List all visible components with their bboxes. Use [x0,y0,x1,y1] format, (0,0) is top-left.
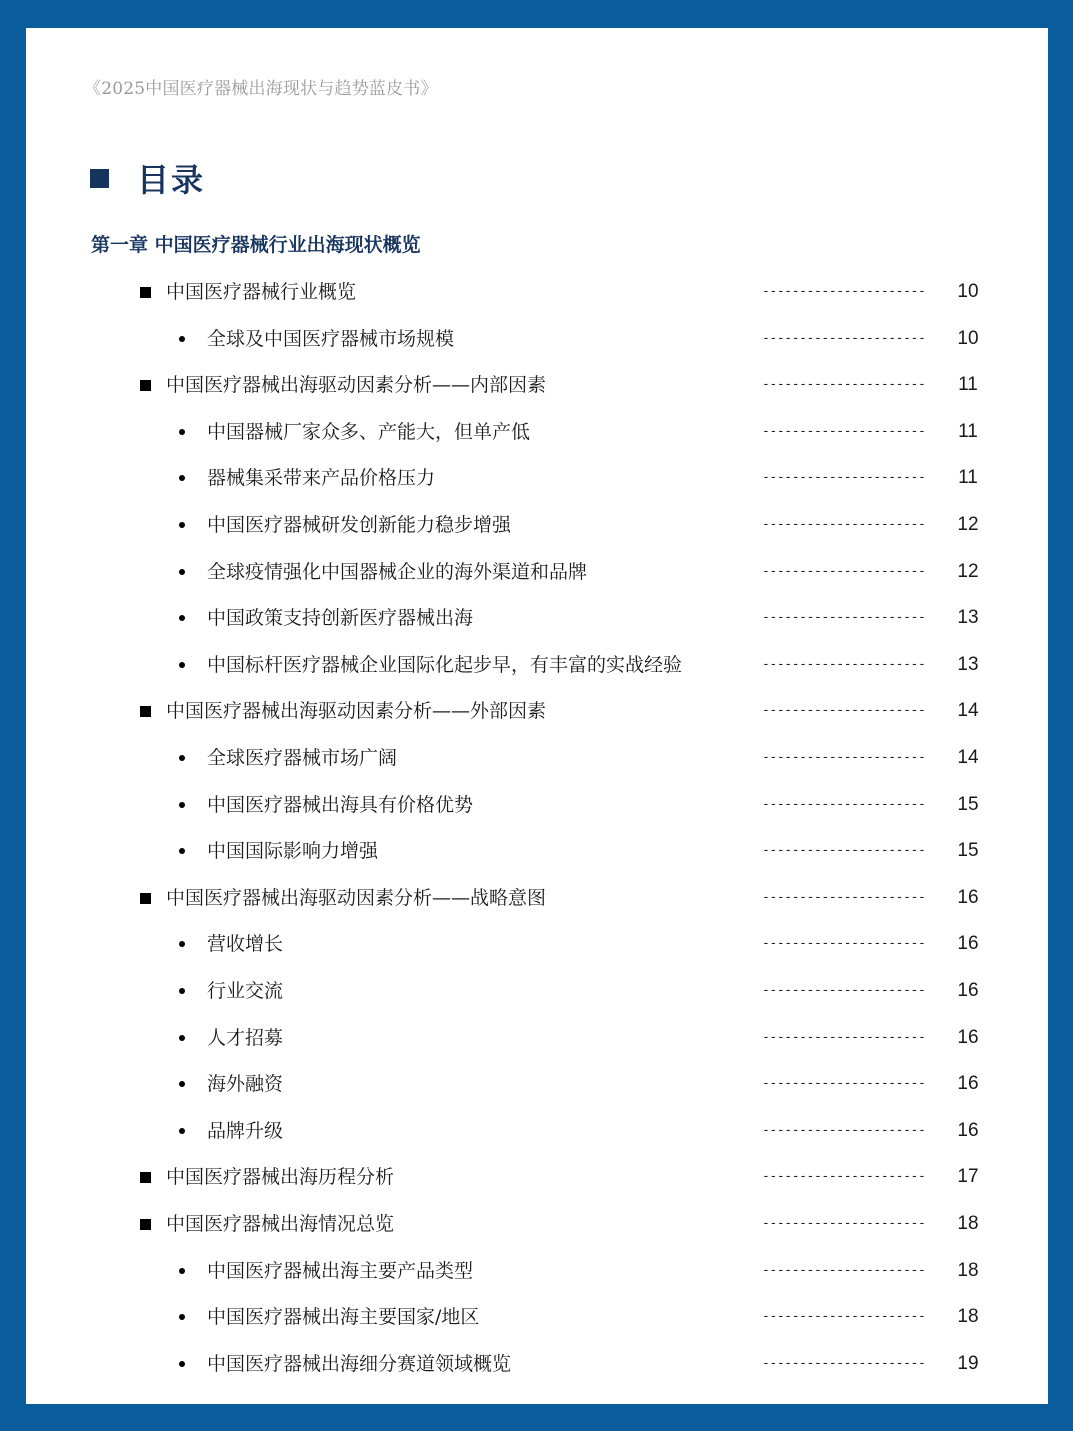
toc-entry-title: 全球医疗器械市场广阔 [207,747,398,769]
toc-subsection-entry[interactable] [26,558,1048,586]
dot-bullet-icon [179,511,185,539]
square-bullet-icon [140,884,151,912]
toc-leader-dashes: ---------------------- [762,890,926,905]
toc-page-number: 12 [957,561,979,582]
toc-leader-dashes: ---------------------- [762,843,926,858]
toc-leader-dashes: ---------------------- [762,610,926,625]
dot-bullet-icon [179,755,185,761]
toc-leader-dashes: ---------------------- [762,1263,926,1278]
toc-entry-title: 中国国际影响力增强 [207,840,379,862]
toc-page-number: 16 [957,933,979,954]
toc-entry-title: 营收增长 [207,933,284,955]
square-bullet-icon [140,1219,151,1230]
toc-page-number: 18 [957,1260,979,1281]
toc-entry-title: 行业交流 [207,980,284,1002]
dot-bullet-icon [179,522,185,528]
dot-bullet-icon [179,1081,185,1087]
toc-leader-dashes: ---------------------- [762,1216,926,1231]
toc-entry-title: 中国医疗器械出海具有价格优势 [207,794,474,816]
dot-bullet-icon [179,418,185,446]
toc-page-number: 17 [957,1166,979,1187]
square-bullet-icon [140,1163,151,1191]
square-bullet-icon [140,380,151,391]
toc-page-number: 18 [957,1213,979,1234]
toc-subsection-entry[interactable] [26,1117,1048,1145]
toc-entry-title: 全球及中国医疗器械市场规模 [207,328,455,350]
dot-bullet-icon [179,977,185,1005]
dot-bullet-icon [179,1070,185,1098]
toc-leader-dashes: ---------------------- [762,703,926,718]
dot-bullet-icon [179,569,185,575]
dot-bullet-icon [179,848,185,854]
dot-bullet-icon [179,1303,185,1331]
toc-leader-dashes: ---------------------- [762,377,926,392]
toc-entry-title: 中国医疗器械出海历程分析 [166,1166,395,1188]
toc-leader-dashes: ---------------------- [762,470,926,485]
toc-page-number: 14 [957,700,979,721]
toc-leader-dashes: ---------------------- [762,564,926,579]
toc-leader-dashes: ---------------------- [762,284,926,299]
toc-leader-dashes: ---------------------- [762,797,926,812]
dot-bullet-icon [179,1268,185,1274]
toc-page-number: 14 [957,747,979,768]
square-bullet-icon [140,893,151,904]
toc-leader-dashes: ---------------------- [762,1076,926,1091]
chapter-title[interactable]: 第一章 中国医疗器械行业出海现状概览 [91,234,421,256]
toc-entry-title: 中国标杆医疗器械企业国际化起步早，有丰富的实战经验 [207,654,683,676]
toc-subsection-entry[interactable] [26,930,1048,958]
dot-bullet-icon [179,615,185,621]
toc-entry-title: 品牌升级 [207,1120,284,1142]
dot-bullet-icon [179,744,185,772]
dot-bullet-icon [179,1314,185,1320]
toc-title: 目录 [137,161,206,199]
toc-section-entry[interactable] [26,1210,1048,1238]
toc-entry-title: 中国医疗器械出海细分赛道领域概览 [207,1353,512,1375]
toc-entry-title: 中国医疗器械研发创新能力稳步增强 [207,514,512,536]
toc-subsection-entry[interactable] [26,1257,1048,1285]
square-bullet-icon [140,1172,151,1183]
dot-bullet-icon [179,325,185,353]
toc-subsection-entry[interactable] [26,1024,1048,1052]
toc-page-number: 15 [957,794,979,815]
toc-entry-title: 中国医疗器械出海情况总览 [166,1213,395,1235]
toc-subsection-entry[interactable] [26,651,1048,679]
toc-subsection-entry[interactable] [26,791,1048,819]
toc-page-number: 18 [957,1306,979,1327]
toc-subsection-entry[interactable] [26,418,1048,446]
toc-entry-title: 中国医疗器械出海驱动因素分析——内部因素 [166,374,547,396]
toc-leader-dashes: ---------------------- [762,517,926,532]
square-bullet-icon [140,1210,151,1238]
toc-leader-dashes: ---------------------- [762,750,926,765]
dot-bullet-icon [179,336,185,342]
toc-page-number: 16 [957,1027,979,1048]
dot-bullet-icon [179,558,185,586]
toc-entry-title: 中国医疗器械出海驱动因素分析——战略意图 [166,887,547,909]
toc-page-number: 19 [957,1353,979,1374]
toc-heading [90,156,205,200]
running-header: 《2025中国医疗器械出海现状与趋势蓝皮书》 [84,79,438,99]
toc-leader-dashes: ---------------------- [762,331,926,346]
dot-bullet-icon [179,1257,185,1285]
dot-bullet-icon [179,475,185,481]
dot-bullet-icon [179,837,185,865]
toc-leader-dashes: ---------------------- [762,1169,926,1184]
document-page [26,28,1048,1404]
dot-bullet-icon [179,1035,185,1041]
dot-bullet-icon [179,662,185,668]
toc-section-entry[interactable] [26,1163,1048,1191]
toc-page-number: 16 [957,980,979,1001]
toc-entry-title: 人才招募 [207,1027,284,1049]
dot-bullet-icon [179,604,185,632]
toc-subsection-entry[interactable] [26,464,1048,492]
toc-page-number: 10 [957,281,979,302]
toc-leader-dashes: ---------------------- [762,1356,926,1371]
toc-leader-dashes: ---------------------- [762,1123,926,1138]
square-bullet-icon [140,697,151,725]
toc-entry-title: 中国政策支持创新医疗器械出海 [207,607,474,629]
toc-section-entry[interactable] [26,371,1048,399]
square-bullet-icon [140,278,151,306]
dot-bullet-icon [179,988,185,994]
dot-bullet-icon [179,1128,185,1134]
toc-entry-title: 全球疫情强化中国器械企业的海外渠道和品牌 [207,561,588,583]
square-bullet-icon [140,287,151,298]
toc-page-number: 16 [957,1073,979,1094]
toc-leader-dashes: ---------------------- [762,983,926,998]
dot-bullet-icon [179,1361,185,1367]
toc-page-number: 11 [958,467,978,488]
dot-bullet-icon [179,464,185,492]
toc-subsection-entry[interactable] [26,604,1048,632]
toc-subsection-entry[interactable] [26,1070,1048,1098]
toc-entry-title: 中国医疗器械出海驱动因素分析——外部因素 [166,700,547,722]
square-bullet-icon [140,706,151,717]
toc-subsection-entry[interactable] [26,977,1048,1005]
toc-leader-dashes: ---------------------- [762,1309,926,1324]
toc-page-number: 11 [958,421,978,442]
dot-bullet-icon [179,930,185,958]
toc-entry-title: 中国医疗器械出海主要产品类型 [207,1260,474,1282]
square-bullet-icon [90,169,109,188]
toc-page-number: 13 [957,654,979,675]
toc-subsection-entry[interactable] [26,511,1048,539]
toc-section-entry[interactable] [26,278,1048,306]
dot-bullet-icon [179,429,185,435]
toc-leader-dashes: ---------------------- [762,657,926,672]
toc-section-entry[interactable] [26,697,1048,725]
toc-page-number: 10 [957,328,979,349]
toc-subsection-entry[interactable] [26,837,1048,865]
dot-bullet-icon [179,791,185,819]
toc-subsection-entry[interactable] [26,744,1048,772]
dot-bullet-icon [179,802,185,808]
toc-section-entry[interactable] [26,884,1048,912]
square-bullet-icon [140,371,151,399]
toc-page-number: 12 [957,514,979,535]
toc-page-number: 15 [957,840,979,861]
toc-page-number: 16 [957,1120,979,1141]
toc-page-number: 13 [957,607,979,628]
dot-bullet-icon [179,1024,185,1052]
toc-subsection-entry[interactable] [26,325,1048,353]
toc-entry-title: 海外融资 [207,1073,284,1095]
toc-entry-title: 中国器械厂家众多、产能大，但单产低 [207,421,531,443]
toc-entry-title: 器械集采带来产品价格压力 [207,467,436,489]
toc-leader-dashes: ---------------------- [762,424,926,439]
toc-page-number: 16 [957,887,979,908]
toc-entry-title: 中国医疗器械行业概览 [166,281,357,303]
toc-subsection-entry[interactable] [26,1350,1048,1378]
dot-bullet-icon [179,1117,185,1145]
dot-bullet-icon [179,651,185,679]
dot-bullet-icon [179,941,185,947]
toc-entry-title: 中国医疗器械出海主要国家/地区 [207,1306,480,1328]
dot-bullet-icon [179,1350,185,1378]
toc-leader-dashes: ---------------------- [762,936,926,951]
toc-page-number: 11 [958,374,978,395]
toc-subsection-entry[interactable] [26,1303,1048,1331]
toc-leader-dashes: ---------------------- [762,1030,926,1045]
